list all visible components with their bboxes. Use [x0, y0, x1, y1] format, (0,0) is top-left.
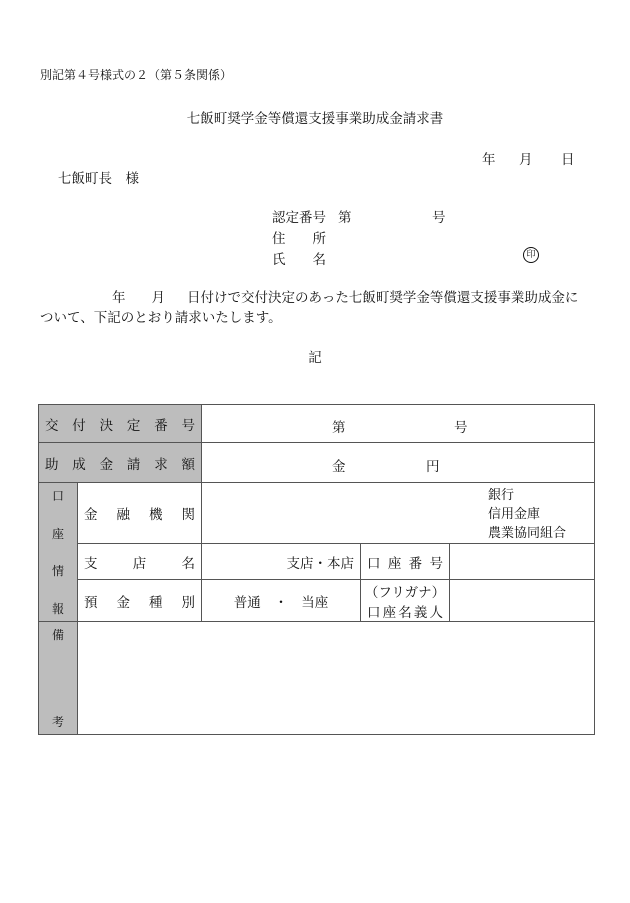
institution-label-cell: 金 融 機 関 [78, 483, 202, 544]
branch-label-cell: 支 店 名 [78, 544, 202, 580]
remarks-field[interactable] [78, 622, 595, 735]
bank-type-agri-coop: 農業協同組合 [488, 526, 567, 541]
branch-value: 支店・本店 [286, 555, 354, 572]
remarks-label-cell: 備 考 [39, 622, 78, 735]
amount-label-cell: 助 成 金 請 求 額 [39, 443, 202, 483]
decision-number-suffix: 号 [454, 419, 468, 436]
decision-number-prefix: 第 [332, 419, 346, 436]
cert-number-prefix: 第 [338, 210, 352, 226]
form-reference: 別記第４号様式の２（第５条関係） [40, 68, 233, 82]
branch-field[interactable] [202, 544, 361, 580]
account-info-label-cell: 口 座 情 報 [39, 483, 78, 622]
amount-suffix: 円 [426, 458, 440, 475]
decision-number-label-cell: 交 付 決 定 番 号 [39, 405, 202, 443]
date-year: 年 [482, 152, 496, 168]
institution-field[interactable] [202, 483, 595, 544]
claim-form-table [38, 404, 595, 735]
bank-type-credit-union: 信用金庫 [488, 507, 541, 522]
address-label: 住 所 [272, 231, 326, 247]
addressee: 七飯町長 様 [58, 171, 139, 187]
account-number-field[interactable] [450, 544, 595, 580]
account-holder-label-cell: （フリガナ） 口 座 名 義 人 [361, 580, 450, 622]
deposit-type-field[interactable] [202, 580, 361, 622]
deposit-type-value: 普通 ・ 当座 [233, 594, 329, 611]
body-line1: 日付けで交付決定のあった七飯町奨学金等償還支援事業助成金に [187, 290, 579, 306]
bank-type-bank: 銀行 [488, 488, 515, 503]
account-number-label-cell: 口 座 番 号 [361, 544, 450, 580]
furigana-label: （フリガナ） [364, 584, 446, 601]
seal-mark-icon: 印 [523, 247, 539, 263]
amount-field[interactable] [202, 443, 595, 483]
date-day: 日 [561, 152, 575, 168]
request-text [40, 288, 578, 328]
amount-prefix: 金 [332, 458, 346, 475]
name-label: 氏 名 [272, 252, 326, 268]
account-holder-field[interactable] [450, 580, 595, 622]
body-month: 月 [151, 290, 165, 306]
ki-heading: 記 [308, 350, 322, 366]
decision-number-field[interactable] [202, 405, 595, 443]
body-year: 年 [112, 290, 126, 306]
document-title: 七飯町奨学金等償還支援事業助成金請求書 [186, 111, 444, 127]
cert-number-label: 認定番号 [272, 210, 326, 226]
date-month: 月 [519, 152, 533, 168]
body-line2: ついて、下記のとおり請求いたします。 [40, 310, 282, 326]
cert-number-suffix: 号 [432, 210, 446, 226]
deposit-type-label-cell: 預 金 種 別 [78, 580, 202, 622]
